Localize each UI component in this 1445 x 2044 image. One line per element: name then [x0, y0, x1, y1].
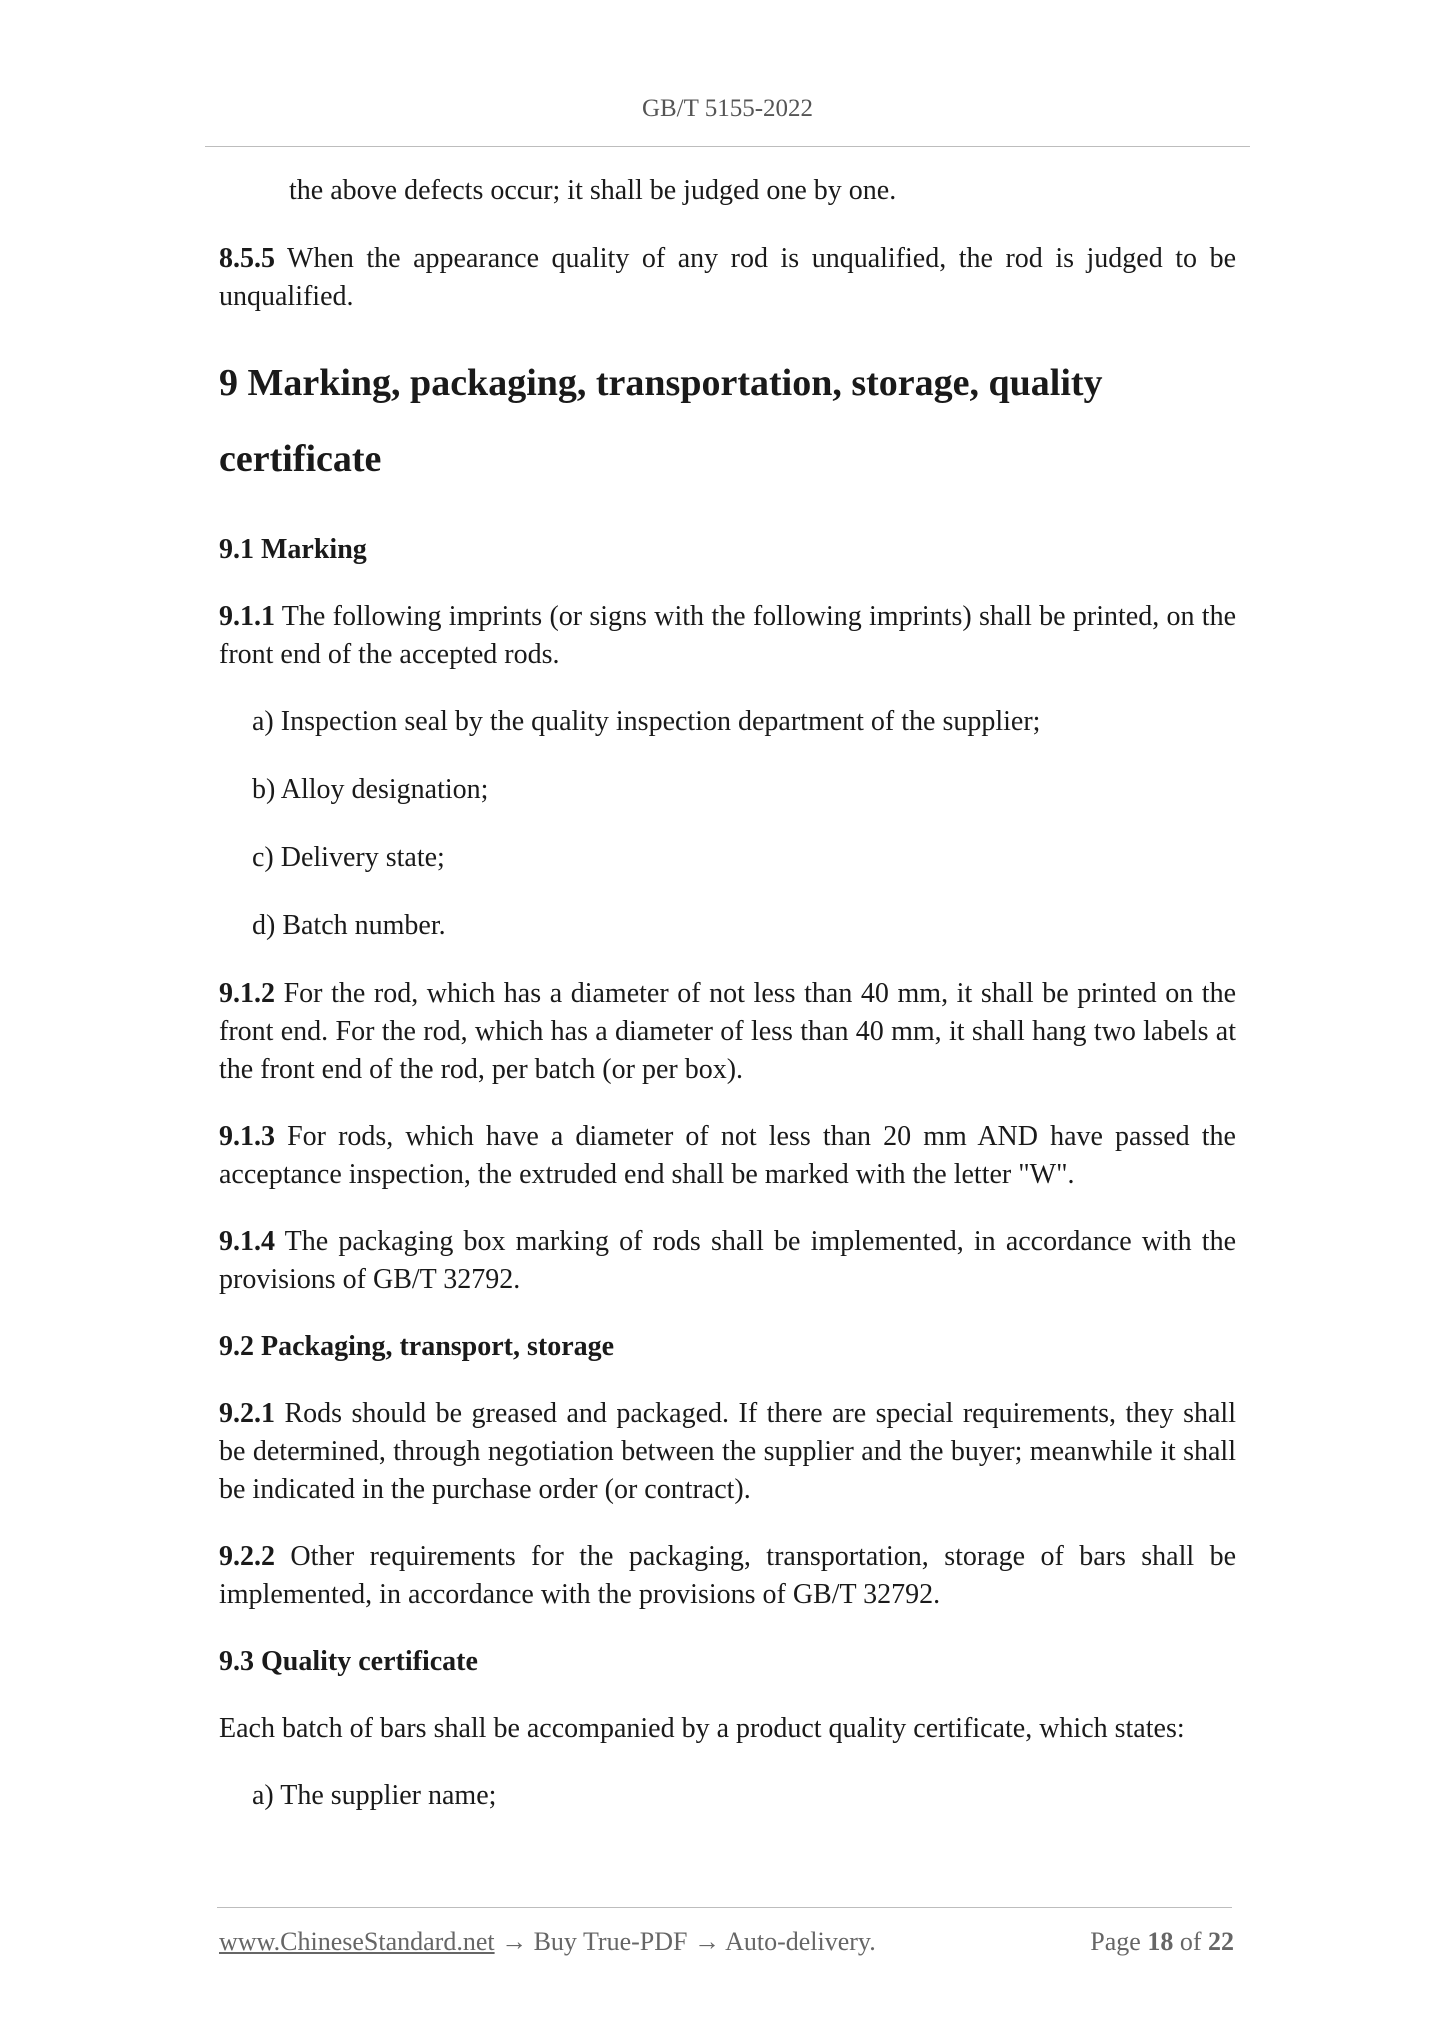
of-label: of: [1173, 1927, 1208, 1956]
clause-number: 9.1.1: [219, 601, 275, 632]
clause-text: The packaging box marking of rods shall be implemented, in accordance with the provisions of GB/T 32792.: [219, 1226, 1236, 1295]
page-indicator: [1090, 1925, 1234, 1959]
quality-certificate-intro: Each batch of bars shall be accompanied by a product quality certificate, which states:: [219, 1713, 1185, 1744]
clause-text: For the rod, which has a diameter of not less than 40 mm, it shall be printed on the front end. For the rod, which has a diameter of less than 40 mm, it shall hang two labels at the front end of the rod, per batch (or per box).: [219, 978, 1236, 1085]
page-label: Page: [1090, 1927, 1148, 1956]
clause-number: 9.1.2: [219, 978, 275, 1009]
arrow-right-icon: →: [494, 1927, 534, 1956]
clause-8-5-5: [219, 240, 1236, 316]
clause-number: 9.2.2: [219, 1541, 275, 1572]
page-total: 22: [1208, 1927, 1234, 1956]
clause-text: For rods, which have a diameter of not less than 20 mm AND have passed the acceptance inspection, the extruded end shall be marked with the letter "W".: [219, 1121, 1236, 1190]
clause-text: When the appearance quality of any rod is unqualified, the rod is judged to be unqualified.: [219, 243, 1236, 312]
document-id: GB/T 5155-2022: [641, 95, 814, 122]
page-footer: [219, 1925, 1234, 1959]
clause-text: The following imprints (or signs with the following imprints) shall be printed, on the front end of the accepted rods.: [219, 601, 1236, 670]
list-item: b) Alloy designation;: [252, 774, 489, 805]
clause-number: 9.2.1: [219, 1398, 275, 1429]
page-number: 18: [1147, 1927, 1174, 1956]
list-item: a) The supplier name;: [252, 1780, 497, 1811]
page-header: [205, 92, 1250, 147]
clause-9-1-1: [219, 598, 1236, 674]
section-9-2-heading: 9.2 Packaging, transport, storage: [219, 1331, 615, 1362]
document-body: [219, 172, 1236, 1845]
clause-number: 9.1.4: [219, 1226, 275, 1257]
clause-number: 8.5.5: [219, 243, 275, 274]
clause-text: Rods should be greased and packaged. If there are special requirements, they shall be determined, through negotiation between the supplier and the buyer; meanwhile it shall be indicated in the purchase order (or contract).: [219, 1398, 1236, 1505]
arrow-right-icon: →: [687, 1927, 726, 1956]
buy-pdf-text: Buy True-PDF: [533, 1927, 688, 1956]
section-9-heading: 9 Marking, packaging, transportation, storage, quality certificate: [219, 362, 1103, 480]
clause-text: Other requirements for the packaging, transportation, storage of bars shall be implemented, in accordance with the provisions of GB/T 32792.: [219, 1541, 1236, 1610]
list-item: d) Batch number.: [252, 910, 446, 941]
clause-9-1-2: [219, 975, 1236, 1089]
clause-9-2-2: [219, 1538, 1236, 1614]
section-9-1-heading: 9.1 Marking: [219, 534, 367, 565]
clause-9-1-4: [219, 1223, 1236, 1299]
site-link[interactable]: www.ChineseStandard.net: [219, 1927, 495, 1956]
clause-number: 9.1.3: [219, 1121, 275, 1152]
continued-text: the above defects occur; it shall be judged one by one.: [289, 175, 897, 206]
section-9-3-heading: 9.3 Quality certificate: [219, 1646, 478, 1677]
auto-delivery-text: Auto-delivery.: [725, 1927, 876, 1956]
footer-divider: [217, 1907, 1232, 1908]
list-item: c) Delivery state;: [252, 842, 445, 873]
clause-9-2-1: [219, 1395, 1236, 1509]
clause-9-1-3: [219, 1118, 1236, 1194]
list-item: a) Inspection seal by the quality inspection department of the supplier;: [252, 706, 1041, 737]
